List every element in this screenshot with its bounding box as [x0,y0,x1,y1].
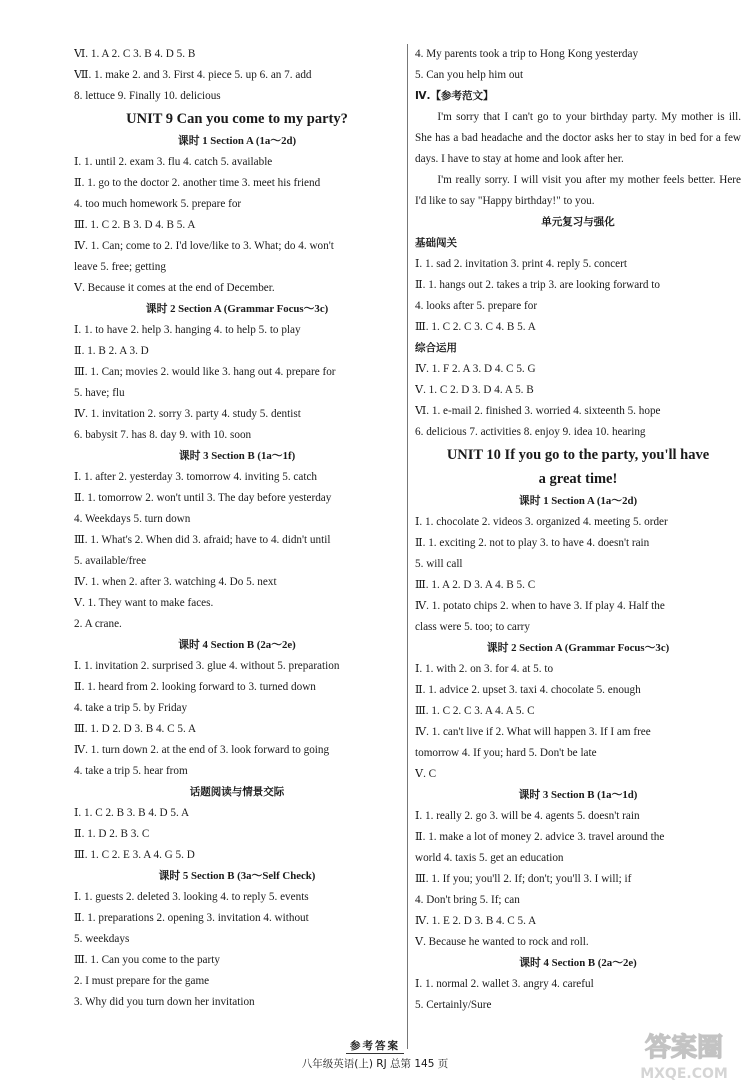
answer-line: Ⅱ. 1. D 2. B 3. C [74,828,150,840]
lesson-header: 课时 2 Section A (Grammar Focus～3c) [145,303,329,315]
answer-line: Ⅲ. 1. What's 2. When did 3. afraid; have to 4. didn't until [74,534,331,546]
lesson-header: 课时 1 Section A (1a～2d) [177,135,297,147]
answer-line: Ⅱ. 1. heard from 2. looking forward to 3. turned down [74,681,316,693]
answer-line: Ⅰ. 1. invitation 2. surprised 3. glue 4. without 5. preparation [74,660,340,672]
answer-line: 4. My parents took a trip to Hong Kong yesterday [415,48,639,60]
answer-line: Ⅳ. 1. can't live if 2. What will happen 3. If I am free [415,726,651,738]
answer-line: 2. A crane. [74,618,122,630]
answer-line: 5. weekdays [74,933,130,945]
lesson-header: 课时 2 Section A (Grammar Focus～3c) [486,642,670,654]
answer-line: tomorrow 4. If you; hard 5. Don't be late [415,747,597,759]
answer-line: Ⅱ. 1. B 2. A 3. D [74,345,149,357]
answer-line: Ⅰ. 1. guests 2. deleted 3. looking 4. to reply 5. events [74,891,309,903]
answer-line: Ⅵ. 1. e-mail 2. finished 3. worried 4. sixteenth 5. hope [415,405,661,417]
answer-line: 4. take a trip 5. hear from [74,765,188,777]
lesson-header: 课时 5 Section B (3a～Self Check) [158,870,316,882]
answer-line: Ⅱ. 1. tomorrow 2. won't until 3. The day before yesterday [74,492,332,504]
answer-line: Ⅳ. 1. potato chips 2. when to have 3. If play 4. Half the [415,600,665,612]
answer-line: Ⅳ. 1. Can; come to 2. I'd love/like to 3. What; do 4. won't [74,240,334,252]
answer-line: Ⅲ. 1. Can; movies 2. would like 3. hang out 4. prepare for [74,366,336,378]
lesson-header: 课时 4 Section B (2a～2e) [519,957,637,969]
answer-line: Ⅳ. 1. when 2. after 3. watching 4. Do 5. next [74,576,277,588]
sample-essay-paragraph: I'm really sorry. I will visit you after my mother feels better. Here I'd like to say "Happy birthday!" to you. [415,174,741,207]
answer-line: Ⅲ. 1. C 2. E 3. A 4. G 5. D [74,849,195,861]
answer-line: 2. I must prepare for the game [74,975,210,987]
answer-line: Ⅲ. 1. C 2. B 3. D 4. B 5. A [74,219,196,231]
answer-line: 5. Can you help him out [415,69,524,81]
unit-title: UNIT 9 Can you come to my party? [126,111,348,127]
answer-line: Ⅴ. Because he wanted to rock and roll. [415,936,589,948]
answer-line: 5. have; flu [74,387,125,399]
answer-line: class were 5. too; to carry [415,621,530,633]
answer-line: Ⅱ. 1. preparations 2. opening 3. invitation 4. without [74,912,309,924]
lesson-header: 课时 1 Section A (1a～2d) [518,495,638,507]
footer-info: 八年级英语(上) RJ 总第 145 页 [301,1058,449,1070]
watermark-text: 答案圈 [644,1033,724,1063]
answer-line: Ⅱ. 1. exciting 2. not to play 3. to have 4. doesn't rain [415,537,650,549]
section-heading: Ⅳ.【参考范文】 [415,90,494,102]
answer-line: Ⅴ. C [415,768,437,780]
answer-line: Ⅰ. 1. with 2. on 3. for 4. at 5. to [415,663,554,675]
answer-line: Ⅳ. 1. invitation 2. sorry 3. party 4. study 5. dentist [74,408,301,420]
answer-line: Ⅴ. Because it comes at the end of December. [74,282,275,294]
lesson-header: 课时 3 Section B (1a～1d) [518,789,638,801]
answer-line: Ⅰ. 1. after 2. yesterday 3. tomorrow 4. inviting 5. catch [74,471,318,483]
answer-line: Ⅰ. 1. sad 2. invitation 3. print 4. reply 5. concert [415,258,627,270]
answer-line: Ⅲ. 1. If you; you'll 2. If; don't; you'll 3. I will; if [415,873,632,885]
watermark-sub: MXQE.COM [640,1066,728,1082]
answer-line: 5. available/free [74,555,147,567]
answer-line: Ⅰ. 1. until 2. exam 3. flu 4. catch 5. available [74,156,273,168]
answer-line: 4. too much homework 5. prepare for [74,198,242,210]
answer-line: Ⅰ. 1. to have 2. help 3. hanging 4. to help 5. to play [74,324,301,336]
column-divider [407,44,408,1049]
section-heading: 话题阅读与情景交际 [189,786,285,798]
answer-line: 4. looks after 5. prepare for [415,300,538,312]
answer-line: 6. delicious 7. activities 8. enjoy 9. idea 10. hearing [415,426,646,438]
answer-line: Ⅰ. 1. really 2. go 3. will be 4. agents 5. doesn't rain [415,810,640,822]
answer-line: Ⅱ. 1. hangs out 2. takes a trip 3. are looking forward to [415,279,660,291]
answer-line: Ⅲ. 1. C 2. C 3. A 4. A 5. C [415,705,535,717]
answer-line: 3. Why did you turn down her invitation [74,996,255,1008]
lesson-header: 课时 3 Section B (1a～1f) [178,450,296,462]
answer-line: Ⅲ. 1. C 2. C 3. C 4. B 5. A [415,321,536,333]
answer-line: 5. Certainly/Sure [415,999,492,1011]
right-column [415,44,741,1016]
answer-line: 5. will call [415,558,463,570]
left-column [74,44,400,1013]
answer-line: 4. Don't bring 5. If; can [415,894,520,906]
answer-line: Ⅲ. 1. D 2. D 3. B 4. C 5. A [74,723,197,735]
section-heading: 单元复习与强化 [541,216,615,228]
answer-line: 6. babysit 7. has 8. day 9. with 10. soon [74,429,252,441]
watermark-logo [624,1022,744,1086]
answer-line: Ⅰ. 1. normal 2. wallet 3. angry 4. careful [415,978,594,990]
answer-line: leave 5. free; getting [74,261,166,273]
answer-line: Ⅱ. 1. make a lot of money 2. advice 3. travel around the [415,831,665,843]
section-heading: 综合运用 [415,342,457,354]
lesson-header: 课时 4 Section B (2a～2e) [178,639,296,651]
answer-line: Ⅱ. 1. go to the doctor 2. another time 3. meet his friend [74,177,321,189]
answer-line: 8. lettuce 9. Finally 10. delicious [74,90,221,102]
answer-line: Ⅰ. 1. C 2. B 3. B 4. D 5. A [74,807,190,819]
answer-line: Ⅱ. 1. advice 2. upset 3. taxi 4. chocolate 5. enough [415,684,641,696]
answer-line: 4. Weekdays 5. turn down [74,513,191,525]
answer-line: Ⅳ. 1. F 2. A 3. D 4. C 5. G [415,363,536,375]
answer-line: world 4. taxis 5. get an education [415,852,564,864]
unit-title: UNIT 10 If you go to the party, you'll have [446,447,710,463]
answer-line: 4. take a trip 5. by Friday [74,702,188,714]
answer-line: Ⅲ. 1. Can you come to the party [74,954,220,966]
answer-line: Ⅴ. 1. C 2. D 3. D 4. A 5. B [415,384,534,396]
answer-line: Ⅴ. 1. They want to make faces. [74,597,214,609]
answer-line: Ⅵ. 1. A 2. C 3. B 4. D 5. B [74,48,196,60]
sample-essay-paragraph: I'm sorry that I can't go to your birthday party. My mother is ill. She has a bad headache and the doctor asks her to stay in bed for a few days. I have to stay at home and look after her. [415,111,741,165]
answer-line: Ⅳ. 1. E 2. D 3. B 4. C 5. A [415,915,537,927]
answer-line: Ⅶ. 1. make 2. and 3. First 4. piece 5. up 6. an 7. add [74,69,312,81]
footer-title: 参考答案 [346,1038,404,1054]
answer-line: Ⅳ. 1. turn down 2. at the end of 3. look forward to going [74,744,330,756]
unit-title-continued: a great time! [538,471,618,487]
section-heading: 基础闯关 [415,237,457,249]
answer-line: Ⅰ. 1. chocolate 2. videos 3. organized 4. meeting 5. order [415,516,668,528]
answer-line: Ⅲ. 1. A 2. D 3. A 4. B 5. C [415,579,536,591]
